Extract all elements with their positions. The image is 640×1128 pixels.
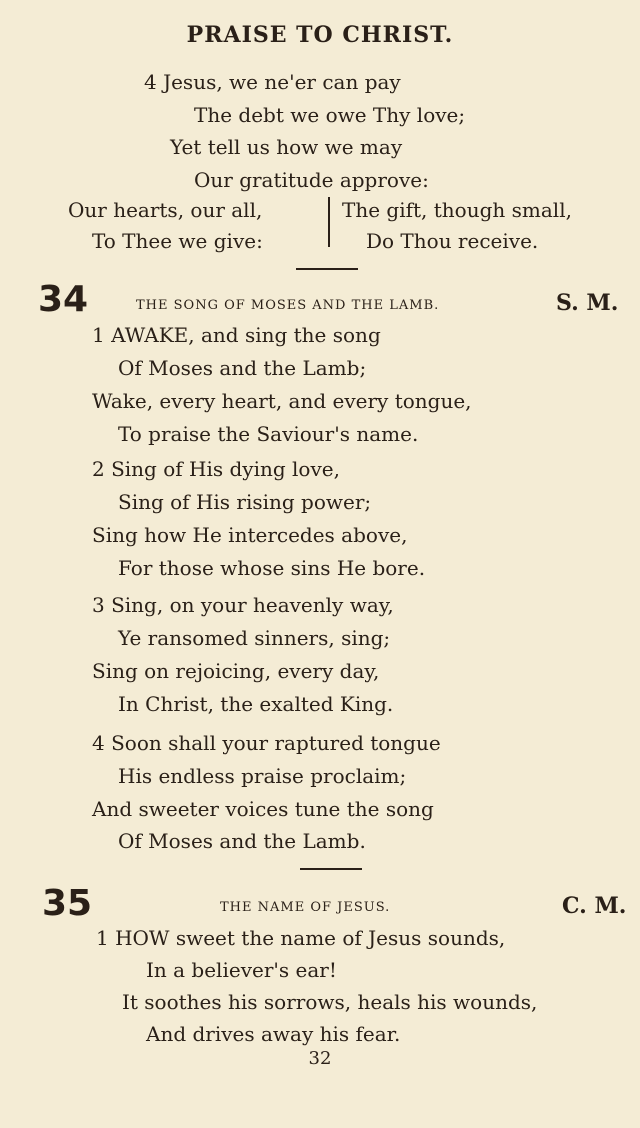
hymn-title: THE NAME OF JESUS. xyxy=(220,900,391,915)
stanza-line: Wake, every heart, and every tongue, xyxy=(92,389,472,413)
stanza-line: Of Moses and the Lamb; xyxy=(118,356,367,380)
stanza-line: Our gratitude approve: xyxy=(194,168,429,192)
stanza-line: And drives away his fear. xyxy=(146,1022,401,1046)
stanza-line: To praise the Saviour's name. xyxy=(118,422,419,446)
stanza-line: The debt we owe Thy love; xyxy=(194,103,466,127)
stanza-line: 1 AWAKE, and sing the song xyxy=(92,323,381,347)
stanza-line: Sing on rejoicing, every day, xyxy=(92,659,380,683)
hymn-number: 35 xyxy=(42,883,93,924)
hymn-number: 34 xyxy=(38,279,89,320)
stanza-line: Sing how He intercedes above, xyxy=(92,523,408,547)
stanza-line: And sweeter voices tune the song xyxy=(92,797,434,821)
split-line-left: Our hearts, our all, xyxy=(68,198,263,222)
stanza-line: It soothes his sorrows, heals his wounds, xyxy=(122,990,538,1014)
split-line-right: The gift, though small, xyxy=(342,198,572,222)
stanza-line: His endless praise proclaim; xyxy=(118,764,407,788)
stanza-line: 1 HOW sweet the name of Jesus sounds, xyxy=(96,926,506,950)
column-divider xyxy=(328,197,330,247)
hymn-meter: S. M. xyxy=(556,290,619,316)
stanza-line: Sing of His rising power; xyxy=(118,490,372,514)
divider-rule xyxy=(300,868,362,870)
stanza-line: In Christ, the exalted King. xyxy=(118,692,394,716)
stanza-line: For those whose sins He bore. xyxy=(118,556,426,580)
hymn-meter: C. M. xyxy=(562,893,627,919)
stanza-line: 4 Jesus, we ne'er can pay xyxy=(144,70,401,94)
stanza-line: 4 Soon shall your raptured tongue xyxy=(92,731,441,755)
divider-rule xyxy=(296,268,358,270)
stanza-line: 3 Sing, on your heavenly way, xyxy=(92,593,394,617)
hymn-title: THE SONG OF MOSES AND THE LAMB. xyxy=(136,298,440,313)
stanza-line: 2 Sing of His dying love, xyxy=(92,457,340,481)
stanza-line: Yet tell us how we may xyxy=(170,135,403,159)
split-line-left: To Thee we give: xyxy=(92,229,263,253)
stanza-line: Ye ransomed sinners, sing; xyxy=(118,626,391,650)
page-header: PRAISE TO CHRIST. xyxy=(186,22,454,48)
split-line-right: Do Thou receive. xyxy=(366,229,539,253)
page-number: 32 xyxy=(308,1048,332,1069)
stanza-line: Of Moses and the Lamb. xyxy=(118,829,366,853)
stanza-line: In a believer's ear! xyxy=(146,958,337,982)
